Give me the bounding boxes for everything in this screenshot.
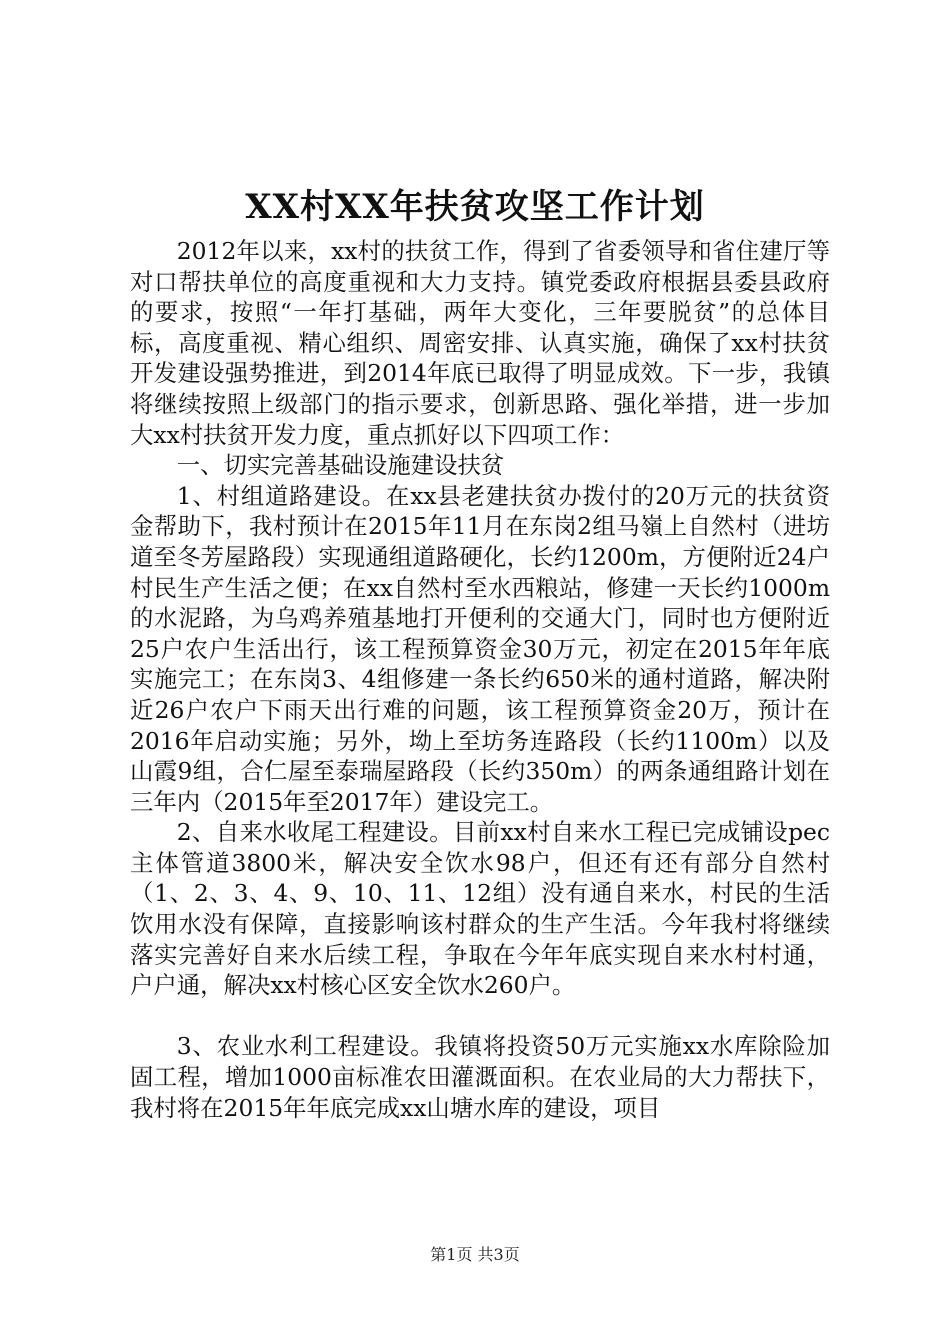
paragraph-road-construction: 1、村组道路建设。在xx县老建扶贫办拨付的20万元的扶贫资金帮助下，我村预计在2015年11月在东岗2组马嶺上自然村（进坊道至冬芳屋路段）实现通组道路硬化，长约1200m，方便附近24户村民生产生活之便；在xx自然村至水西粮站，修建一天长约1000m的水泥路，为乌鸡养殖基地打开便利的交通大门，同时也方便附近25户农户生活出行，该工程预算资金30万元，初定在2015年年底实施完工；在东岗3、4组修建一条长约650米的通村道路，解决附近26户农户下雨天出行难的问题，该工程预算资金20万，预计在2016年启动实施；另外，坳上至坊务连路段（长约1100m）以及山霞9组，合仁屋至泰瑞屋路段（长约350m）的两条通组路计划在三年内（2015年至2017年）建设完工。 <box>130 481 830 816</box>
paragraph-water-supply: 2、自来水收尾工程建设。目前xx村自来水工程已完成铺设pec主体管道3800米，解决安全饮水98户，但还有还有部分自然村（1、2、3、4、9、10、11、12组）没有通自来水，村民的生活饮用水没有保障，直接影响该村群众的生产生活。今年我村将继续落实完善好自来水后续工程，争取在今年年底实现自来水村村通，户户通，解决xx村核心区安全饮水260户。 <box>130 818 830 1000</box>
section-heading-1: 一、切实完善基础设施建设扶贫 <box>176 451 505 480</box>
document-body <box>130 236 830 1123</box>
paragraph-gap <box>130 1001 830 1032</box>
page-number-footer: 第1页 共3页 <box>430 1245 520 1264</box>
document-title: XX村XX年扶贫攻坚工作计划 <box>245 187 705 227</box>
paragraph-irrigation: 3、农业水利工程建设。我镇将投资50万元实施xx水库除险加固工程，增加1000亩标准农田灌溉面积。在农业局的大力帮扶下，我村将在2015年年底完成xx山塘水库的建设，项目 <box>130 1032 830 1122</box>
paragraph-intro: 2012年以来，xx村的扶贫工作，得到了省委领导和省住建厅等对口帮扶单位的高度重视和大力支持。镇党委政府根据县委县政府的要求，按照“一年打基础，两年大变化，三年要脱贫”的总体目标，高度重视、精心组织、周密安排、认真实施，确保了xx村扶贫开发建设强势推进，到2014年底已取得了明显成效。下一步，我镇将继续按照上级部门的指示要求，创新思路、强化举措，进一步加大xx村扶贫开发力度，重点抓好以下四项工作： <box>130 237 830 449</box>
